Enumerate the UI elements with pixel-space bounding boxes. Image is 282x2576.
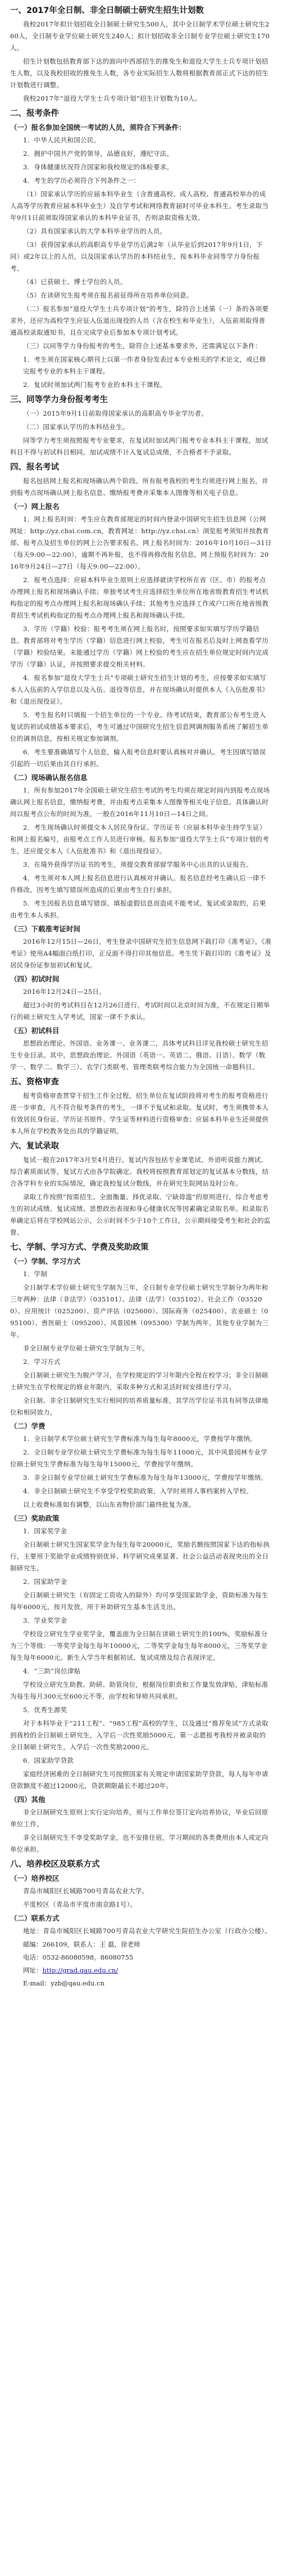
paragraph: 复试一般在2017年3月至4月进行。复试内容包括专业课笔试、外语听说能力测试、综合素质面试等，复试方式由各学院确定。我校将按照教育部划定的复试基本分数线，结合各学科专业的实际情况，确定我校复试分数线，并在研究生院网站及时公布。 [10,1156,269,1187]
paragraph: 4．考生须对本人网上报名信息进行认真核对并确认。报名信息经考生确认后一律不作修改，因考生填写错误所造成的后果由考生自行承担。 [10,874,266,894]
paragraph: 录取工作按照“按需招生、全面衡量、择优录取、宁缺毋滥”的原则进行，综合考虑考生的初试成绩、复试成绩、思想政治表现和身心健康状况等因素确定录取名单。拟录取名单确定后将在学校网站公示，公示时间不少于10个工作日，公示期间接受考生和社会的监督。 [10,1193,271,1236]
subsection-title: （四）初试时间 [10,975,60,983]
section-title-admission: 六、复试录取 [10,1142,59,1151]
paragraph: （4）已获硕士、博士学位的人员。 [23,278,127,286]
paragraph: 全日制、非全日制研究生实行相同的培养质量标准，其学历学位证书具有同等法律地位和相同效力。 [10,1397,269,1416]
paragraph: 学校设立研究生学业奖学金，覆盖面为全日制在读硕士研究生的100%，奖励标准分为三个等级：一等奖学金每生每年10000元，二等奖学金每生每年8000元，三等奖学金每生每年6000元。新生入学当年根据初试、复试成绩及综合表现评定。 [10,1630,268,1661]
paragraph: 对于本科毕业于“211工程”、“985工程”高校的学生，以及通过“推荐免试”方式录取到我校的全日制硕士研究生，入学后一次性奖励5000元。第一志愿报考我校并被录取的全日制硕士研究生，入学后一次性奖励2000元。 [10,1719,269,1751]
paragraph: 我校2017年“退役大学生士兵专项计划”招生计划数为10人。 [23,94,202,102]
paragraph: 地址：青岛市城阳区长城路700号青岛农业大学研究生院招生办公室（行政办公楼）。 [23,1927,271,1935]
paragraph: 4．非全日制硕士研究生不享受学校奖助政策，入学时须将人事档案转入学校。 [23,1487,253,1495]
paragraph: 2．报考点选择：应届本科毕业生原则上应选择就读学校所在省（区、市）的报考点办理网上报名和现场确认手续；单独考试考生应选择招生单位所在地省级教育招生考试机构指定的报考点办理网上报名和现场确认手续；其他考生应选择工作或户口所在地省级教育招生考试机构指定的报考点办理网上报名和现场确认手续。 [10,576,269,619]
paragraph: 3．学历（学籍）校验：报考考生须在网上报名时，按照要求如实填写学历学籍信息。教育部将对考生学历（学籍）信息进行网上校验，考生可在报名后及时上网查看学历（学籍）校验结果。未能通过学历（学籍）网上校验的考生应在招生单位规定时间内完成学历（学籍）认证，并按照要求提交相关材料。 [10,625,269,668]
paragraph: （三）以同等学力身份报考的考生，除符合上述基本要求外，还需满足以下条件： [23,342,262,350]
section-title-requirements: 二、报考条件 [10,109,59,118]
paragraph: 我校2017年拟计划招收全日制硕士研究生500人，其中全日制学术学位硕士研究生260人，全日制专业学位硕士研究生240人；拟计划招收非全日制专业学位硕士研究生170人。 [10,20,270,52]
paragraph: 1．网上报名时间：考生应在教育部规定的时间内登录中国研究生招生信息网（公网网址：http://yz.chsi.com.cn，教育网址：http://yz.chsi.cn）浏览报考须知并按教育部、报考点及招生单位的网上公告要求报名。网上报名时间为：2016年10月10日—31日（每天9:00—22:00），逾期不再补报，也不得再修改报名信息。网上预报名时间为：2016年9月24日—27日（每天9:00—22:00）。 [10,515,272,570]
paragraph: 6．考生要准确填写个人信息，输入报考信息时要认真核对并确认。考生因填写错误引起的一切后果由其自行承担。 [10,748,266,768]
section-title-tuition: 七、学制、学习方式、学费及奖助政策 [10,1243,149,1252]
paragraph: 1．所有参加2017年全国硕士研究生招生考试的考生均须在规定时间内到报考点现场确认网上报名信息，缴纳报考费，并由报考点采集本人图像等相关电子信息。具体确认时间以报考点公布的时间为准，一般在2016年11月10日—14日之间。 [10,786,270,818]
list-item: 2．学习方式 [23,1358,61,1366]
list-item: 青岛市城阳区长城路700号青岛农业大学。 [23,1887,149,1895]
list-item: 5．优秀生源奖 [23,1706,67,1714]
paragraph: 全日制硕士研究生（有固定工资收入的除外）均可享受国家助学金，资助标准为每生每年6000元，按月发放，用于补助研究生基本生活支出。 [10,1591,269,1611]
list-item: 平度校区（青岛市平度市南京路1号）。 [23,1901,137,1908]
subsection-title: （一）报名参加全国统一考试的人员，须符合下列条件： [10,123,186,132]
paragraph: 全日制学术学位硕士研究生学制为三年，全日制专业学位硕士研究生学制分为两年和三年两种：法律（非法学）（035101）、法律（法学）（035102）、社会工作（035200）、应用统计（025200）、资产评估（025600）、国际商务（025400）、农业硕士（095100）、兽医硕士（095200）、风景园林（095300）学制为两年，其他专业学制为三年。 [10,1284,269,1339]
paragraph: 4．报名参加“退役大学生士兵”专项硕士研究生招生计划的考生，应按要求如实填写本人入伍前的入学信息以及入伍、退役等信息，并在现场确认时提供本人《入伍批准书》和《退出现役证》。 [10,674,269,705]
paragraph: 非全日制研究生原则上实行定向培养，须与工作单位签订定向培养协议，毕业后回原单位工作。 [10,1808,269,1828]
paragraph: 思想政治理论、外国语、业务课一、业务课二，具体考试科目详见我校硕士研究生招生专业目录。其中，思想政治理论、外国语（英语一、英语二、俄语、日语）、数学（数学一、数学二、数学三）、农学门类联考、管理类联考综合能力为全国统一命题科目。 [10,1039,269,1071]
web-label: 网址： [23,1966,43,1974]
list-item: 4．考生的学历必须符合下列条件之一： [23,177,140,184]
paragraph: （二）国家承认学历的本科结业生。 [23,423,129,431]
paragraph: 1．全日制学术学位硕士研究生学费标准为每生每年8000元，学费按学年缴纳。 [23,1435,257,1443]
list-item: 2．国家助学金 [23,1578,67,1586]
section-title-equivalent: 三、同等学力身份报考考生 [10,395,108,404]
paragraph: 同等学力考生须按照报考专业要求，在复试时加试两门报考专业本科主干课程，加试科目不得与初试科目相同。加试成绩不计入复试总成绩，不合格者不予录取。 [10,436,269,456]
subsection-title: （二）学费 [10,1422,46,1430]
paragraph: （1）国家承认学历的应届本科毕业生（含普通高校、成人高校、普通高校举办的成人高等学历教育应届本科毕业生）及自学考试和网络教育届时可毕业本科生。考生录取当年9月1日前须取得国家承认的本科毕业证书，否则录取资格无效。 [10,190,269,222]
list-item: 6．国家助学贷款 [23,1757,74,1764]
paragraph: 3．在境外获得学历证书的考生，须提交教育部留学服务中心出具的认证报告。 [23,861,253,868]
subsection-title: （二）现场确认报名信息 [10,773,88,782]
paragraph: 2．全日制专业学位硕士研究生学费标准为每生每年11000元，其中风景园林专业学位硕士研究生学费标准为每生每年15000元，学费按学年缴纳。 [10,1448,268,1468]
paragraph: 报名包括网上报名和现场确认两个阶段。所有报考我校的考生均须进行网上报名，并到报考点现场确认网上报名信息、缴纳报考费并采集本人图像等相关电子信息。 [10,477,269,497]
paragraph: 2．考生现场确认时须提交本人居民身份证、学历证书（应届本科毕业生持学生证）和网上报名编号，由报考点工作人员进行审核。报名参加“退役大学生士兵”专项计划的考生，还应提交本人《入伍批准书》和《退出现役证》。 [10,823,269,855]
website-link[interactable]: http://grad.qau.edu.cn/ [42,1966,119,1974]
paragraph: 3．非全日制专业学位硕士研究生学费标准为每生每年13000元，学费按学年缴纳。 [23,1474,268,1481]
list-item: 4．“三助”岗位津贴 [23,1667,81,1675]
list-item: 3．学业奖学金 [23,1616,67,1624]
paragraph: 学校设立研究生助教、助研、助管岗位，根据岗位职责和工作量发放津贴，津贴标准为每生每月300元至600元不等，由学校和导师共同承担。 [10,1681,269,1700]
paragraph: 5．考生报名时只填报一个招生单位的一个专业。待考试结束，教育部公布考生进入复试的初试成绩基本要求后，考生可通过中国研究生招生信息网调剂服务系统了解招生单位的调剂信息，按相关规定参加调剂。 [10,711,269,742]
subsection-title: （一）培养校区 [10,1874,60,1883]
section-title-registration: 四、报名考试 [10,463,59,472]
section-title-contact: 八、培养校区及联系方式 [10,1860,100,1869]
plan-section [10,19,272,105]
paragraph: 家庭经济困难的全日制研究生可按照国家有关规定申请国家助学贷款，每人每年申请贷款额度不超过12000元，贷款期限最长不超过20年。 [10,1770,269,1790]
paragraph: 非全日制专业学位硕士研究生学制为三年。 [23,1344,149,1352]
list-item: 2．复试时须加试两门报考专业的本科主干课程。 [23,381,167,389]
paragraph: （二）报名参加“退役大学生士兵专项计划”的考生，除符合上述第（一）条的各项要求外，还应为高校学生应征入伍退出现役的人员（含在校生和毕业生），入伍前须取得普通高校录取通知书，且在完成学业后参加本专项计划考试。 [10,305,269,336]
paragraph: 全日制硕士研究生国家奖学金为每生每年20000元，奖励名额按照国家下达的指标执行，主要用于奖励学业成绩特别优异、科学研究成果显著、社会公益活动表现突出的全日制研究生。 [10,1541,270,1572]
section-title-qualification: 五、资格审查 [10,1078,59,1087]
contact-phone: 电话：0532-86080598，86080755 [23,1953,134,1961]
paragraph: 5．考生因报名信息填写错误、填报虚假信息而造成不能考试、复试或录取的，后果由考生本人承担。 [10,899,266,919]
paragraph: （3）获得国家承认的高职高专毕业学历后满2年（从毕业后到2017年9月1日，下同）或2年以上的人员，以及国家承认学历的本科结业生，按本科毕业同等学力身份报考。 [10,241,263,272]
paragraph: 2016年12月24日—25日。 [23,988,106,996]
subsection-title: （一）学制、学习方式 [10,1257,81,1266]
list-item: 1．学制 [23,1270,48,1278]
subsection-title: （四）其他 [10,1795,46,1804]
contact-zip: 邮编：266109，联系人：王 磊，徐老师 [23,1940,140,1948]
paragraph: 超过3小时的考试科目在12月26日进行。考试时间以北京时间为准，不在规定日期举行的硕士研究生入学考试，国家一律不予承认。 [10,1001,270,1021]
subsection-title: （二）联系方式 [10,1914,60,1922]
contact-email[interactable]: E-mail：yzb@qau.edu.cn [23,1979,104,1987]
paragraph: （2）具有国家承认的大学本科毕业学历的人员。 [23,227,167,235]
subsection-title: （三）下载准考证时间 [10,925,81,933]
paragraph: 2016年12月15日—26日，考生登录中国研究生招生信息网下载打印《准考证》。《准考证》使用A4幅面白纸打印，正反面不得打印其他信息。考生凭下载打印的《准考证》及居民身份证参加初试和复试。 [10,938,272,969]
paragraph: 招生计划数包括教育部下达的面向中西部招生的推免生和退役大学生士兵专项计划招生人数，以及我校招收的推免生人数，各专业实际招生人数将根据教育部正式下达的招生计划数进行调整。 [10,57,269,89]
subsection-title: （一）网上报名 [10,502,60,511]
list-item: 2．拥护中国共产党的领导，品德良好，遵纪守法。 [23,150,174,157]
list-item: 1．国家奖学金 [23,1527,67,1535]
paragraph: 报考资格审查贯穿于招生工作全过程，招生单位在复试阶段将对考生的报考资格进行进一步审查，凡不符合报考条件的考生，一律不予复试和录取。复试时，考生须携带本人有效居民身份证、学历证书原件、学生证等材料进行资格审查；应届本科毕业生还须提供本人所在学校教务处出具的学籍证明。 [10,1092,269,1135]
paragraph: 非全日制研究生不享受奖助学金，也不安排住宿，学习期间的各类费用由本人或定向单位承担。 [10,1834,269,1853]
paragraph: （5）在读研究生报考须在报名前征得所在培养单位同意。 [23,291,193,299]
section-title-plan: 一、2017年全日制、非全日制硕士研究生招生计划数 [10,6,204,15]
paragraph: 以上收费标准如有调整，以山东省物价部门最终批复为准。 [23,1501,195,1508]
list-item: 1．中华人民共和国公民。 [23,136,101,144]
subsection-title: （三）奖助政策 [10,1514,60,1523]
contact-web [10,1965,272,1976]
list-item: 1．考生须在国家核心期刊上以第一作者身份发表过本专业相关的学术论文，或已修完报考专业的本科主干课程。 [23,355,266,375]
list-item: 3．身体健康状况符合国家和我校规定的体检要求。 [23,163,174,171]
paragraph: 全日制硕士研究生为脱产学习，在学校规定的学习年限内全程在校学习；非全日制硕士研究生在学校规定的修业年限内，采取多种方式和灵活时间安排进行学习。 [10,1371,269,1391]
subsection-title: （五）初试科目 [10,1026,60,1035]
paragraph: （一）2015年9月1日前取得国家承认的高职高专毕业学历者。 [23,409,208,417]
